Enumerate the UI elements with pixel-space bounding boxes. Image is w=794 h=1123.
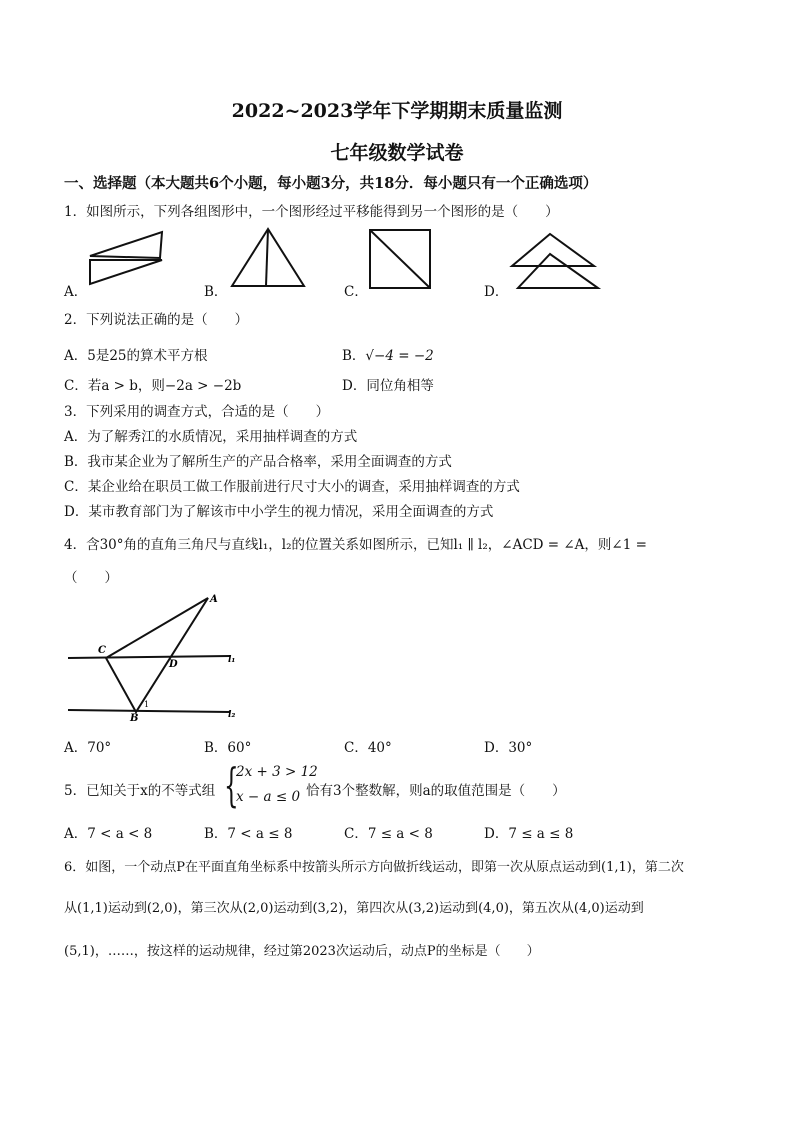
exam-subtitle: 七年级数学试卷: [330, 142, 464, 164]
q4-option-c[interactable]: C．40°: [344, 740, 392, 756]
q4-option-a[interactable]: A．70°: [64, 740, 112, 756]
q6-line-1: 6．如图，一个动点P在平面直角坐标系中按箭头所示方向做折线运动，即第一次从原点运动到(1,1)，第二次: [64, 860, 684, 875]
question-1-text: 1．如图所示，下列各组图形中，一个图形经过平移能得到另一个图形的是（ ）: [64, 204, 559, 220]
q3-option-d[interactable]: D．某市教育部门为了解该市中小学生的视力情况，采用全面调查的方式: [64, 504, 494, 520]
q3-option-a[interactable]: A．为了解秀江的水质情况，采用抽样调查的方式: [64, 429, 358, 445]
section-heading: 一、选择题（本大题共6个小题，每小题3分，共18分．每小题只有一个正确选项）: [64, 175, 598, 192]
q1-figure-b: [228, 226, 308, 290]
q4-option-d[interactable]: D．30°: [484, 740, 533, 756]
q5-suffix: 恰有3个整数解，则a的取值范围是（ ）: [306, 783, 566, 799]
q1-option-b[interactable]: B．: [204, 284, 228, 300]
line-l1: [68, 656, 230, 658]
line-l2: [68, 710, 230, 712]
q5-option-a[interactable]: A．7 < a < 8: [64, 826, 153, 842]
q6-line-2: 从(1,1)运动到(2,0)，第三次从(2,0)运动到(3,2)，第四次从(3,2)运动到(4,0)，第五次从(4,0)运动到: [64, 901, 644, 916]
question-3-text: 3．下列采用的调查方式，合适的是（ ）: [64, 404, 330, 420]
triangle-abc: [106, 598, 208, 712]
q5-inequality-1: 2x + 3 > 12: [236, 764, 318, 780]
q5-brace: {: [224, 758, 239, 812]
question-2-text: 2．下列说法正确的是（ ）: [64, 312, 249, 328]
q2-option-d[interactable]: D．同位角相等: [342, 378, 434, 394]
q2-option-b[interactable]: [342, 344, 434, 364]
q1-figure-d: [508, 230, 604, 294]
q2-option-a[interactable]: A．5是25的算术平方根: [64, 348, 208, 364]
q1-option-d[interactable]: D．: [484, 284, 509, 300]
q5-inequality-2: x − a ≤ 0: [236, 789, 301, 805]
exam-title: 2022~2023学年下学期期末质量监测: [231, 100, 563, 122]
q1-figure-c: [368, 228, 434, 290]
label-a: A: [210, 594, 218, 605]
q2-option-c[interactable]: C．若a > b，则−2a > −2b: [64, 378, 242, 394]
label-c: C: [98, 645, 106, 656]
q5-option-c[interactable]: C．7 ≤ a < 8: [344, 826, 433, 842]
q1-figure-a: [86, 228, 166, 290]
q2-option-b-label: B．: [342, 348, 366, 364]
label-l1: l₁: [228, 655, 236, 665]
q1-option-c[interactable]: C．: [344, 284, 368, 300]
q4-figure: [64, 590, 254, 722]
label-angle-1: 1: [144, 700, 150, 709]
q1-option-a[interactable]: A．: [64, 284, 88, 300]
q4-option-b[interactable]: B．60°: [204, 740, 252, 756]
q6-line-3: (5,1)，……，按这样的运动规律，经过第2023次运动后，动点P的坐标是（ ）: [64, 944, 540, 959]
q5-option-b[interactable]: B．7 < a ≤ 8: [204, 826, 293, 842]
q5-option-d[interactable]: D．7 ≤ a ≤ 8: [484, 826, 574, 842]
q5-prefix: 5．已知关于x的不等式组: [64, 783, 216, 799]
q2-option-b-math: √−4 = −2: [365, 348, 434, 364]
label-b: B: [130, 713, 139, 724]
label-l2: l₂: [228, 710, 236, 720]
q3-option-c[interactable]: C．某企业给在职员工做工作服前进行尺寸大小的调查，采用抽样调查的方式: [64, 479, 520, 495]
question-4-blank: （ ）: [64, 570, 118, 586]
q3-option-b[interactable]: B．我市某企业为了解所生产的产品合格率，采用全面调查的方式: [64, 454, 452, 470]
question-4-text: 4．含30°角的直角三角尺与直线l₁，l₂的位置关系如图所示，已知l₁ ∥ l₂，∠ACD = ∠A，则∠1 =: [64, 537, 647, 553]
label-d: D: [169, 659, 178, 670]
